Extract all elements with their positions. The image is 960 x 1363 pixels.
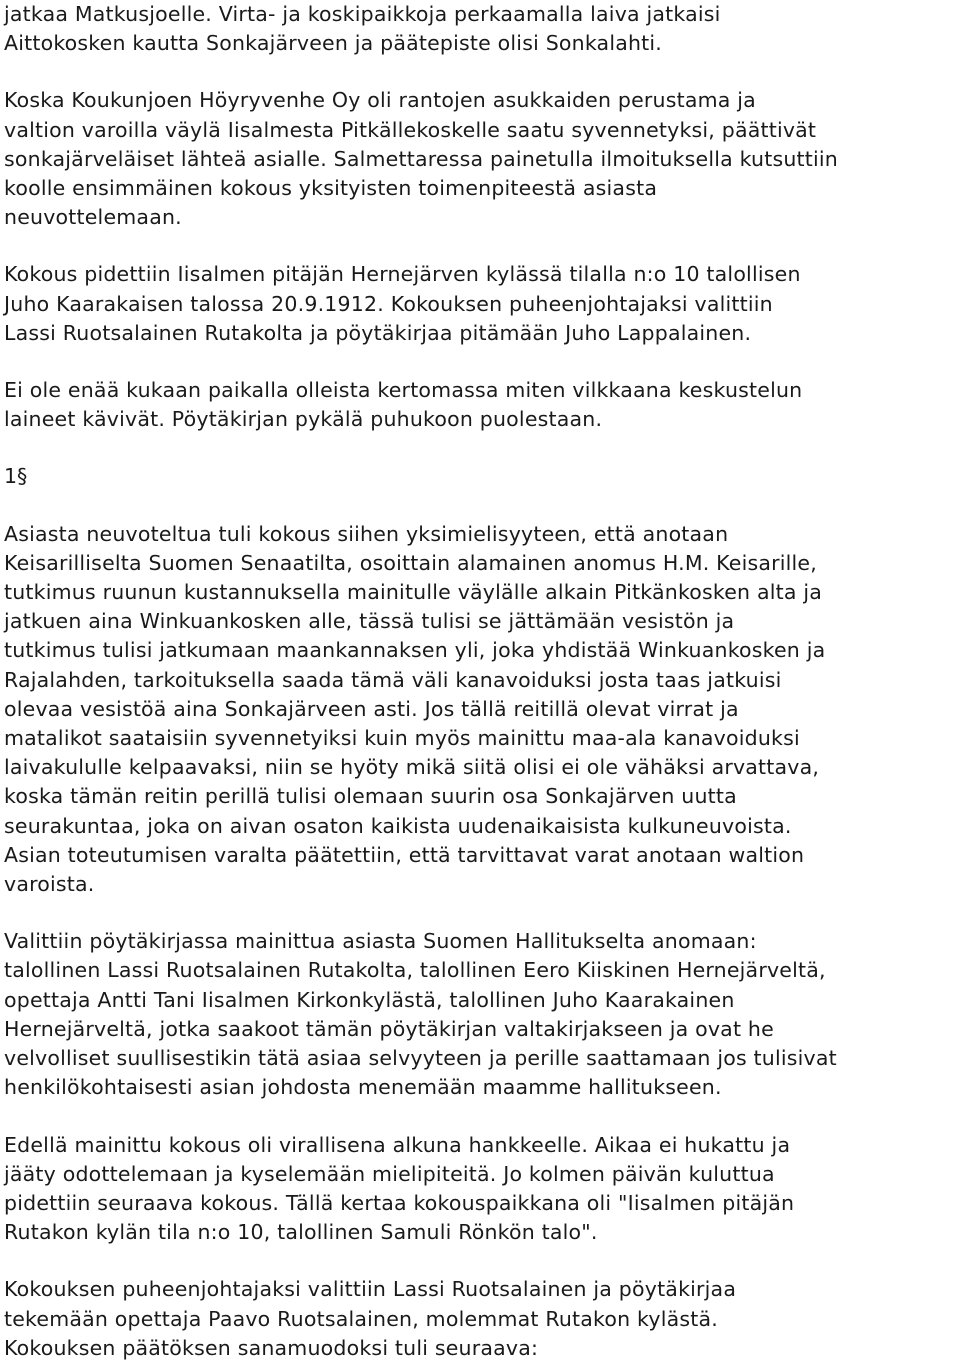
text-line: Koska Koukunjoen Höyryvenhe Oy oli rantojen asukkaiden perustama ja xyxy=(4,88,756,113)
text-line: Rajalahden, tarkoituksella saada tämä väli kanavoiduksi josta taas jatkuisi xyxy=(4,667,782,692)
text-line: Juho Kaarakaisen talossa 20.9.1912. Kokouksen puheenjohtajaksi valittiin xyxy=(4,291,773,316)
text-line: Hernejärveltä, jotka saakoot tämän pöytäkirjan valtakirjakseen ja ovat he xyxy=(4,1016,774,1041)
text-line: Ei ole enää kukaan paikalla olleista kertomassa miten vilkkaana keskustelun xyxy=(4,378,803,403)
text-line: Valittiin pöytäkirjassa mainittua asiasta Suomen Hallitukselta anomaan: xyxy=(4,929,757,954)
text-line: tutkimus ruunun kustannuksella mainitulle väylälle alkain Pitkänkosken alta ja xyxy=(4,580,823,605)
paragraph-section-1-decision xyxy=(4,520,958,900)
paragraph-no-witnesses xyxy=(4,376,958,434)
text-line: opettaja Antti Tani Iisalmen Kirkonkylästä, talollinen Juho Kaarakainen xyxy=(4,987,735,1012)
text-line: olevaa vesistöä aina Sonkajärveen asti. Jos tällä reitillä olevat virrat ja xyxy=(4,696,739,721)
text-line: Asian toteutumisen varalta päätettiin, että tarvittavat varat anotaan waltion xyxy=(4,842,805,867)
text-line: jatkuen aina Winkuankosken alle, tässä tulisi se jättämään vesistön ja xyxy=(4,609,735,634)
text-line: Rutakon kylän tila n:o 10, talollinen Samuli Rönkön talo". xyxy=(4,1220,598,1245)
paragraph-second-meeting-officers xyxy=(4,1275,958,1363)
text-line: pidettiin seuraava kokous. Tällä kertaa kokouspaikkana oli "Iisalmen pitäjän xyxy=(4,1190,795,1215)
text-line: Kokouksen päätöksen sanamuodoksi tuli seuraava: xyxy=(4,1335,539,1360)
text-line: Aittokosken kautta Sonkajärveen ja päätepiste olisi Sonkalahti. xyxy=(4,31,663,56)
text-line: koolle ensimmäinen kokous yksityisten toimenpiteestä asiasta xyxy=(4,176,658,201)
paragraph-delegates xyxy=(4,927,958,1102)
text-line: jääty odottelemaan ja kyselemään mielipiteitä. Jo kolmen päivän kuluttua xyxy=(4,1161,775,1186)
text-line: valtion varoilla väylä Iisalmesta Pitkällekoskelle saatu syvennetyksi, päättivät xyxy=(4,117,817,142)
text-line: Kokous pidettiin Iisalmen pitäjän Hernejärven kylässä tilalla n:o 10 talollisen xyxy=(4,262,801,287)
paragraph-koukunjoen-hoyryvenhe xyxy=(4,86,958,232)
text-line: Kokouksen puheenjohtajaksi valittiin Lassi Ruotsalainen ja pöytäkirjaa xyxy=(4,1277,737,1302)
text-line: tekemään opettaja Paavo Ruotsalainen, molemmat Rutakon kylästä. xyxy=(4,1306,718,1331)
paragraph-intro-continuation xyxy=(4,0,958,58)
text-line: koska tämän reitin perillä tulisi olemaan suurin osa Sonkajärven uutta xyxy=(4,784,737,809)
section-number xyxy=(4,462,958,491)
text-line: laineet kävivät. Pöytäkirjan pykälä puhukoon puolestaan. xyxy=(4,407,603,432)
text-line: Lassi Ruotsalainen Rutakolta ja pöytäkirjaa pitämään Juho Lappalainen. xyxy=(4,320,752,345)
text-line: Asiasta neuvoteltua tuli kokous siihen yksimielisyyteen, että anotaan xyxy=(4,521,729,546)
text-line: Edellä mainittu kokous oli virallisena alkuna hankkeelle. Aikaa ei hukattu ja xyxy=(4,1132,791,1157)
text-line: velvolliset suullisestikin tätä asiaa selvyyteen ja perille saattamaan jos tulisivat xyxy=(4,1046,837,1071)
text-line: seurakuntaa, joka on aivan osaton kaikista uudenaikaisista kulkuneuvoista. xyxy=(4,813,792,838)
paragraph-second-meeting xyxy=(4,1131,958,1248)
text-line: jatkaa Matkusjoelle. Virta- ja koskipaikkoja perkaamalla laiva jatkaisi xyxy=(4,2,721,26)
text-line: tutkimus tulisi jatkumaan maankannaksen yli, joka yhdistää Winkuankosken ja xyxy=(4,638,826,663)
text-line: neuvottelemaan. xyxy=(4,205,182,230)
text-line: laivakululle kelpaavaksi, niin se hyöty mikä siitä olisi ei ole vähäksi arvattava, xyxy=(4,755,820,780)
section-mark: 1§ xyxy=(4,464,28,489)
text-line: henkilökohtaisesti asian johdosta menemään maamme hallitukseen. xyxy=(4,1075,722,1100)
paragraph-first-meeting xyxy=(4,260,958,348)
text-line: sonkajärveläiset lähteä asialle. Salmettaressa painetulla ilmoituksella kutsuttiin xyxy=(4,146,838,171)
document-page xyxy=(4,0,958,1363)
text-line: varoista. xyxy=(4,872,95,897)
text-line: talollinen Lassi Ruotsalainen Rutakolta, talollinen Eero Kiiskinen Hernejärveltä, xyxy=(4,958,826,983)
text-line: matalikot saataisiin syvennetyiksi kuin myös mainittu maa-ala kanavoiduksi xyxy=(4,726,800,751)
text-line: Keisarilliselta Suomen Senaatilta, osoittain alamainen anomus H.M. Keisarille, xyxy=(4,550,817,575)
